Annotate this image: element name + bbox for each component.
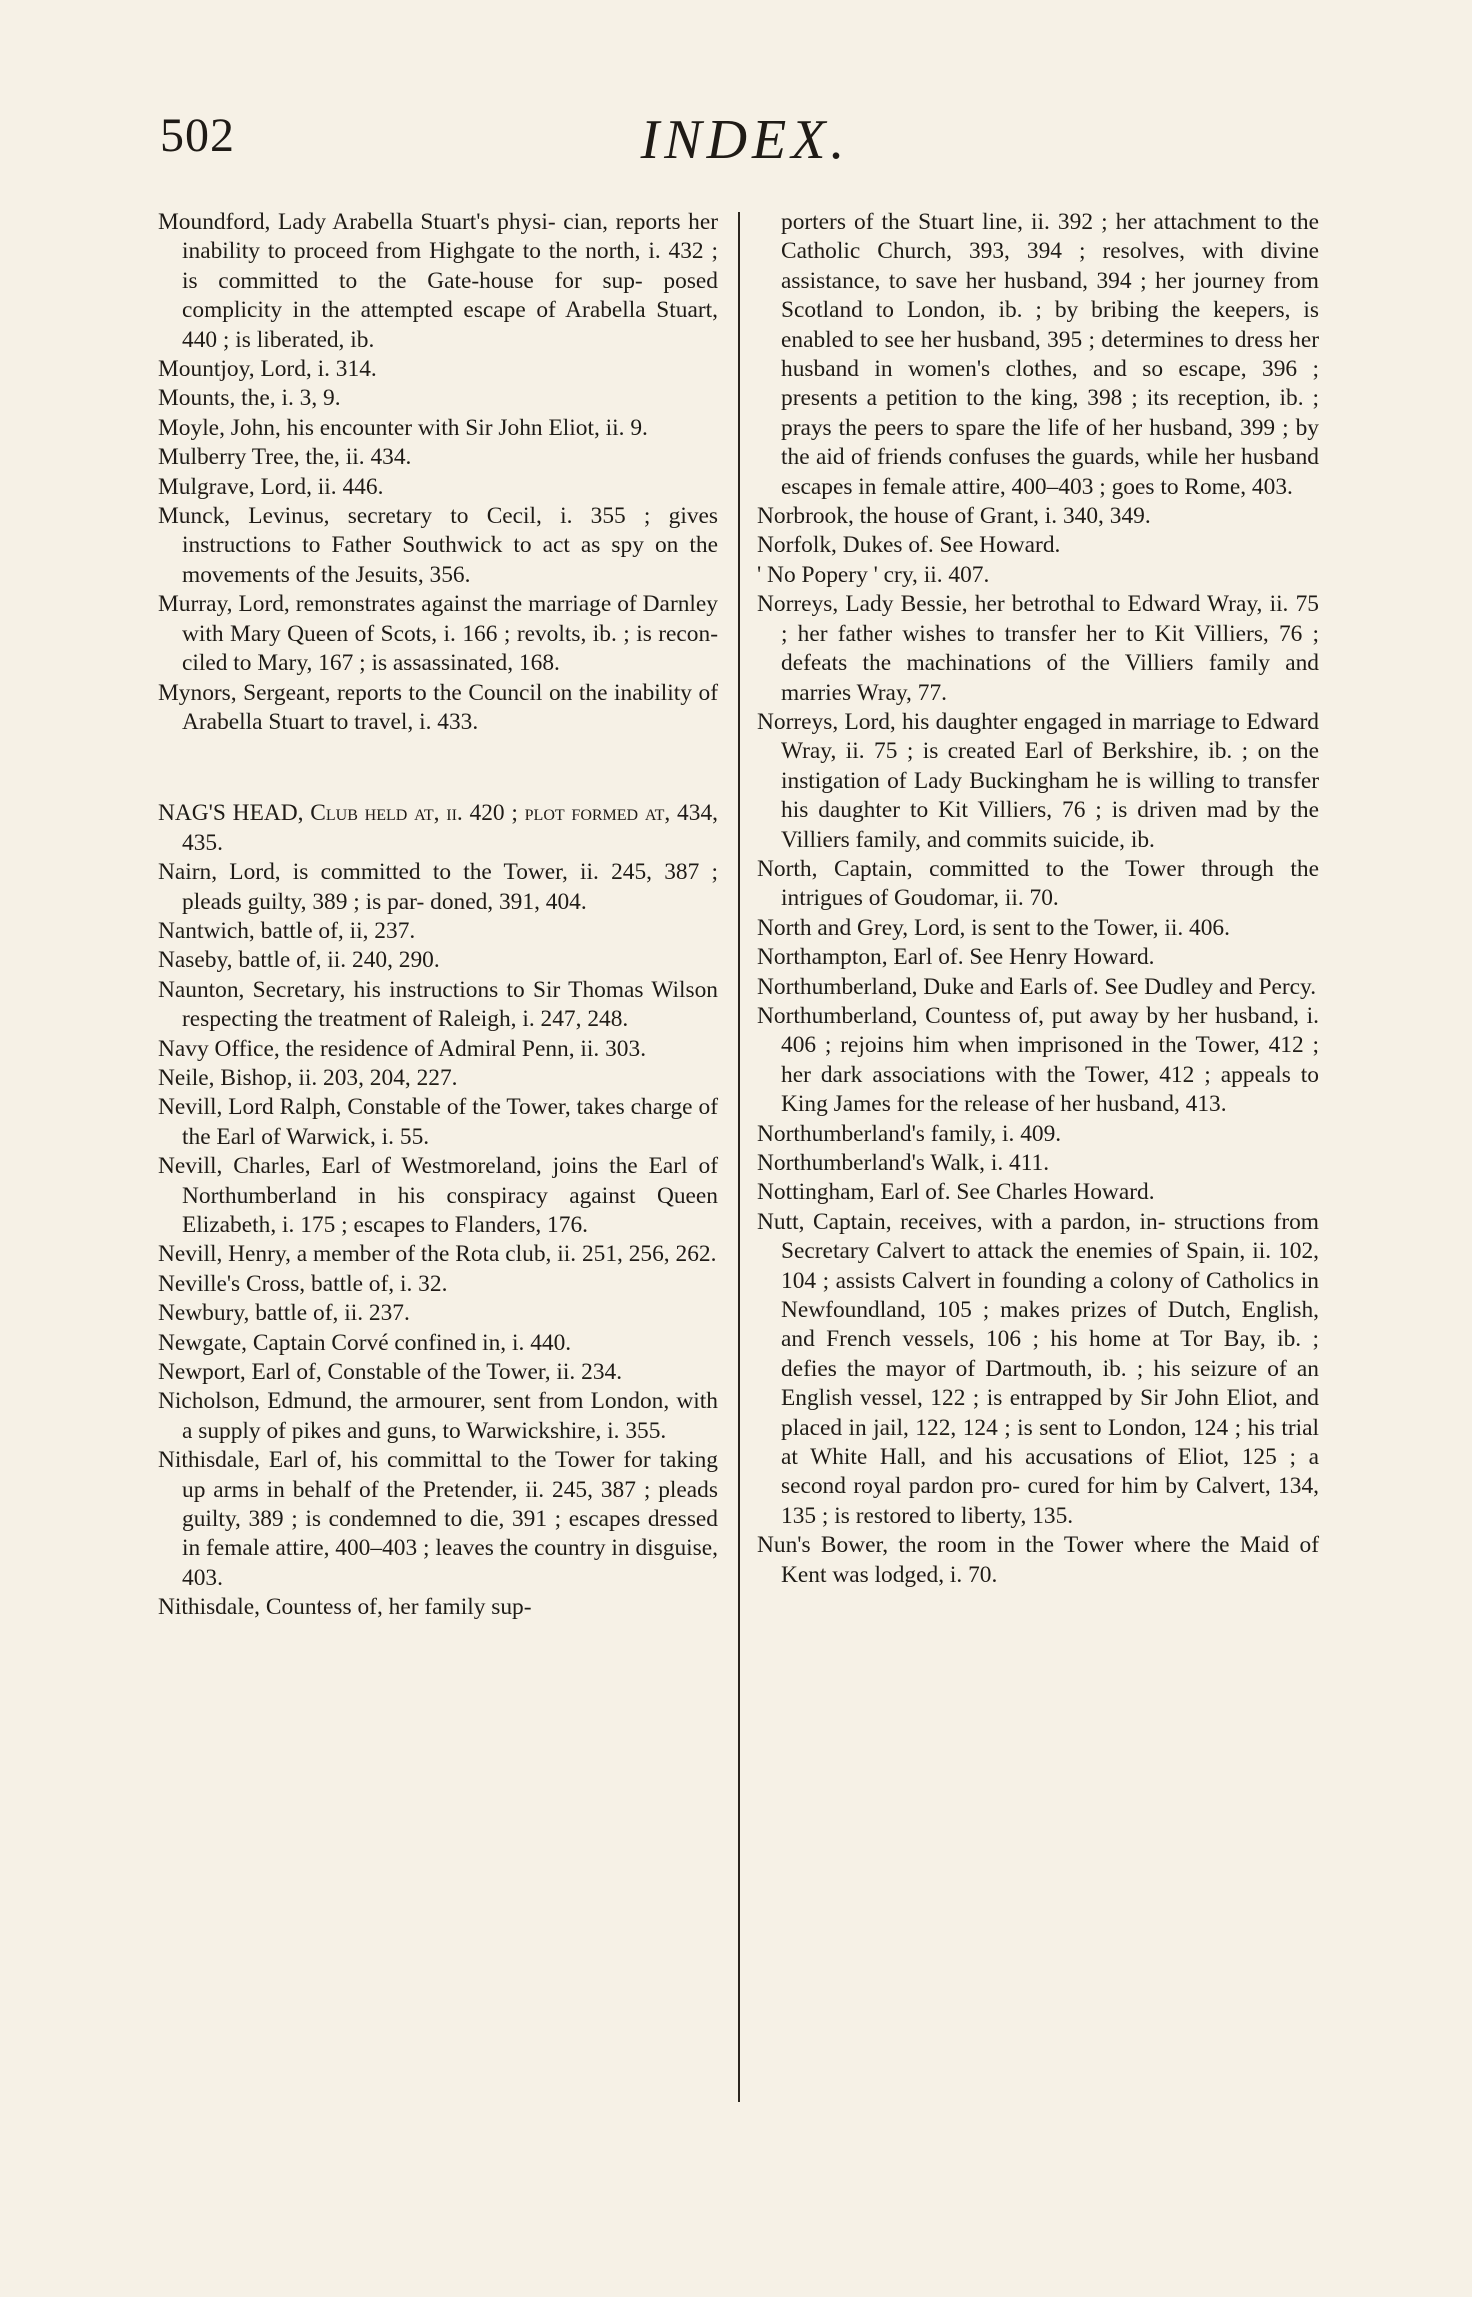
index-entry: Northampton, Earl of. See Henry Howard. [757,944,1155,971]
column-divider [738,212,740,2102]
index-entry: Naunton, Secretary, his instructions to Sir Thomas Wilson respecting the treatment of Raleigh, i. 247, 248. [158,976,718,1033]
index-entry: Newbury, battle of, ii. 237. [158,1300,410,1327]
index-entry: Nicholson, Edmund, the armourer, sent from London, with a supply of pikes and guns, to Warwickshire, i. 355. [158,1388,718,1444]
index-entry: Northumberland's family, i. 409. [757,1120,1062,1147]
index-entry: Northumberland, Countess of, put away by her husband, i. 406 ; rejoins him when imprisoned in the Tower, 412 ; her dark associations with the Tower, 412 ; appeals to King James for the release of her husband, 413. [757,1002,1319,1118]
index-entry: ' No Popery ' cry, ii. 407. [757,561,990,588]
index-entry: Norfolk, Dukes of. See Howard. [757,532,1061,559]
index-entry: Nevill, Henry, a member of the Rota club, ii. 251, 256, 262. [158,1241,717,1268]
page-number: 502 [160,109,235,162]
right-column [757,208,1319,1590]
index-entry: Mountjoy, Lord, i. 314. [158,356,377,383]
index-entry: Mulgrave, Lord, ii. 446. [158,473,384,500]
index-entry: Norreys, Lady Bessie, her betrothal to Edward Wray, ii. 75 ; her father wishes to transfer her to Kit Villiers, 76 ; defeats the machinations of the Villiers family and marries Wray, 77. [757,591,1319,706]
index-entry: Nithisdale, Countess of, her family sup- [158,1594,532,1621]
index-entry: Nantwich, battle of, ii, 237. [158,917,416,944]
index-entry: Nairn, Lord, is committed to the Tower, ii. 245, 387 ; pleads guilty, 389 ; is par- doned, 391, 404. [158,859,718,915]
index-entry: Neile, Bishop, ii. 203, 204, 227. [158,1064,458,1091]
index-entry: Mynors, Sergeant, reports to the Council on the inability of Arabella Stuart to travel, i. 433. [158,679,718,735]
index-entry: Northumberland's Walk, i. 411. [757,1150,1050,1176]
index-entry: North and Grey, Lord, is sent to the Tower, ii. 406. [757,914,1230,941]
index-entry: Nun's Bower, the room in the Tower where the Maid of Kent was lodged, i. 70. [757,1532,1319,1588]
section-gap [158,737,718,799]
index-entry: Northumberland, Duke and Earls of. See Dudley and Percy. [757,973,1317,1000]
index-entry: Nottingham, Earl of. See Charles Howard. [757,1179,1155,1206]
index-entry: Mulberry Tree, the, ii. 434. [158,444,412,471]
index-entry: Moyle, John, his encounter with Sir John Eliot, ii. 9. [158,414,648,441]
index-entry: Newport, Earl of, Constable of the Tower, ii. 234. [158,1359,623,1386]
index-entry: Munck, Levinus, secretary to Cecil, i. 355 ; gives instructions to Father Southwick to act as spy on the movements of the Jesuits, 356. [158,503,718,588]
index-entry: Mounts, the, i. 3, 9. [158,385,341,412]
page-header [160,108,1330,171]
index-entry: Murray, Lord, remonstrates against the marriage of Darnley with Mary Queen of Scots, i. 166 ; revolts, ib. ; is recon- ciled to Mary, 167 ; is assassinated, 168. [158,591,718,677]
index-entry: Neville's Cross, battle of, i. 32. [158,1270,448,1297]
index-entry: Moundford, Lady Arabella Stuart's physi- cian, reports her inability to proceed from Highgate to the north, i. 432 ; is committed to the Gate-house for sup- posed complicity in the attempted escape of Arabella Stuart, 440 ; is liberated, ib. [158,209,718,353]
index-entry: North, Captain, committed to the Tower through the intrigues of Goudomar, ii. 70. [757,855,1319,912]
index-entry: Newgate, Captain Corvé confined in, i. 440. [158,1329,572,1356]
left-column [158,208,718,1623]
index-entry: Nevill, Lord Ralph, Constable of the Tower, takes charge of the Earl of Warwick, i. 55. [158,1094,718,1150]
index-entry: Naseby, battle of, ii. 240, 290. [158,947,440,974]
index-entry: Nithisdale, Earl of, his committal to the Tower for taking up arms in behalf of the Pretender, ii. 245, 387 ; pleads guilty, 389 ; is condemned to die, 391 ; escapes dressed in female attire, 400–403 ; leaves the country in disguise, 403. [158,1447,718,1591]
index-entry: Norreys, Lord, his daughter engaged in marriage to Edward Wray, ii. 75 ; is created Earl of Berkshire, ib. ; on the instigation of Lady Buckingham he is willing to transfer his daughter to Kit Villiers, 76 ; is driven mad by the Villiers family, and commits suicide, ib. [757,708,1319,853]
index-entry: Navy Office, the residence of Admiral Penn, ii. 303. [158,1035,647,1062]
page-title: INDEX. [640,109,850,171]
index-entry: NAG'S HEAD, Club held at, ii. 420 ; plot formed at, 434, 435. [158,800,718,856]
index-entry: Norbrook, the house of Grant, i. 340, 349. [757,503,1151,530]
index-entry: Nevill, Charles, Earl of Westmoreland, joins the Earl of Northumberland in his conspiracy against Queen Elizabeth, i. 175 ; escapes to Flanders, 176. [158,1153,718,1238]
index-entry: porters of the Stuart line, ii. 392 ; her attachment to the Catholic Church, 393, 394 ; resolves, with divine assistance, to save her husband, 394 ; her journey from Scotland to London, ib. ; by bribing the keepers, is enabled to see her husband, 395 ; determines to dress her husband in women's clothes, and so escape, 396 ; presents a petition to the king, 398 ; its reception, ib. ; prays the peers to spare the life of her husband, 399 ; by the aid of friends confuses the guards, while her husband escapes in female attire, 400–403 ; goes to Rome, 403. [781,209,1319,500]
index-entry: Nutt, Captain, receives, with a pardon, in- structions from Secretary Calvert to attack the enemies of Spain, ii. 102, 104 ; assists Calvert in founding a colony of Catholics in Newfoundland, 105 ; makes prizes of Dutch, English, and French vessels, 106 ; his home at Tor Bay, ib. ; defies the mayor of Dartmouth, ib. ; his seizure of an English vessel, 122 ; is entrapped by Sir John Eliot, and placed in jail, 122, 124 ; is sent to London, 124 ; his trial at White Hall, and his accusations of Eliot, 125 ; a second royal pardon pro- cured for him by Calvert, 134, 135 ; is restored to liberty, 135. [757,1208,1319,1529]
